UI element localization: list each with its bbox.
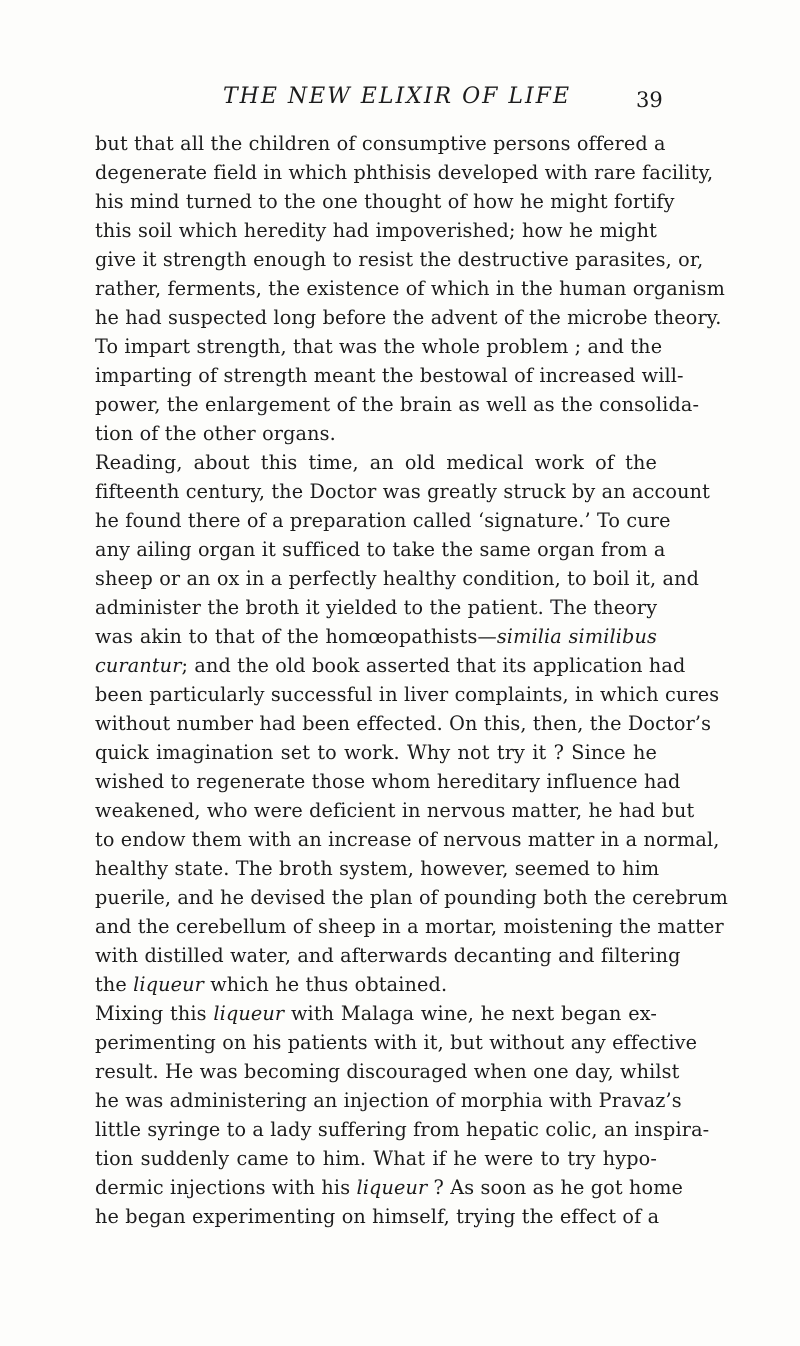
text-line: he was administering an injection of morphia with Pravaz’s — [95, 1089, 682, 1112]
text-line: sheep or an ox in a perfectly healthy condition, to boil it, and — [95, 567, 700, 590]
text-line: Reading, about this time, an old medical work of the — [95, 451, 657, 474]
text-line: give it strength enough to resist the destructive parasites, or, — [95, 248, 704, 271]
text-line: rather, ferments, the existence of which in the human organism — [95, 277, 725, 300]
text-line: any ailing organ it sufficed to take the same organ from a — [95, 538, 666, 561]
body-text — [95, 129, 728, 1231]
text-line — [95, 1173, 684, 1202]
text-line: this soil which heredity had impoverished; how he might — [95, 219, 657, 242]
text-line: with distilled water, and afterwards decanting and filtering — [95, 944, 681, 967]
italic-word: liqueur — [133, 973, 204, 996]
text-line: puerile, and he devised the plan of pounding both the cerebrum — [95, 886, 728, 909]
latin-phrase: curantur — [95, 654, 182, 677]
italic-word: liqueur — [356, 1176, 428, 1199]
text-line: he found there of a preparation called ‘signature.’ To cure — [95, 509, 671, 532]
italic-word: liqueur — [213, 1002, 285, 1025]
text-line: tion of the other organs. — [95, 422, 336, 445]
text-line: been particularly successful in liver complaints, in which cures — [95, 683, 720, 706]
text-line: his mind turned to the one thought of how he might fortify — [95, 190, 675, 213]
text-line: degenerate field in which phthisis developed with rare facility, — [95, 161, 714, 184]
line-part: with Malaga wine, he next began ex- — [284, 1002, 657, 1025]
text-line: to endow them with an increase of nervous matter in a normal, — [95, 828, 720, 851]
text-line: quick imagination set to work. Why not try it ? Since he — [95, 741, 657, 764]
line-part: Mixing this — [95, 1002, 214, 1025]
line-part: ; and the old book asserted that its application had — [181, 654, 686, 677]
line-part: the — [95, 973, 134, 996]
text-line: tion suddenly came to him. What if he were to try hypo- — [95, 1147, 657, 1170]
text-line: little syringe to a lady suffering from hepatic colic, an inspira- — [95, 1118, 710, 1141]
text-line: he began experimenting on himself, trying the effect of a — [95, 1205, 660, 1228]
line-part: dermic injections with his — [95, 1176, 357, 1199]
line-part: was akin to that of the homœopathists— — [95, 625, 497, 648]
text-line — [95, 970, 657, 999]
running-title: THE NEW ELIXIR OF LIFE — [222, 84, 571, 109]
latin-phrase: similia similibus — [496, 625, 657, 648]
text-line — [95, 651, 686, 680]
text-line: To impart strength, that was the whole problem ; and the — [95, 335, 663, 358]
text-line: weakened, who were deficient in nervous matter, he had but — [95, 799, 695, 822]
line-part: which he thus obtained. — [203, 973, 448, 996]
text-line: imparting of strength meant the bestowal of increased will- — [95, 364, 684, 387]
text-line: healthy state. The broth system, however, seemed to him — [95, 857, 660, 880]
text-line: but that all the children of consumptive persons offered a — [95, 132, 666, 155]
text-line: and the cerebellum of sheep in a mortar, moistening the matter — [95, 915, 724, 938]
text-line — [95, 999, 657, 1028]
text-line: administer the broth it yielded to the patient. The theory — [95, 596, 658, 619]
text-line: power, the enlargement of the brain as well as the consolida- — [95, 393, 700, 416]
text-line: result. He was becoming discouraged when one day, whilst — [95, 1060, 680, 1083]
text-line: perimenting on his patients with it, but without any effective — [95, 1031, 698, 1054]
page-number: 39 — [636, 88, 663, 112]
text-line: he had suspected long before the advent of the microbe theory. — [95, 306, 722, 329]
line-part: ? As soon as he got home — [427, 1176, 684, 1199]
text-line — [95, 622, 657, 651]
text-line: fifteenth century, the Doctor was greatly struck by an account — [95, 480, 710, 503]
text-line: wished to regenerate those whom hereditary influence had — [95, 770, 681, 793]
text-line: without number had been effected. On this, then, the Doctor’s — [95, 712, 712, 735]
